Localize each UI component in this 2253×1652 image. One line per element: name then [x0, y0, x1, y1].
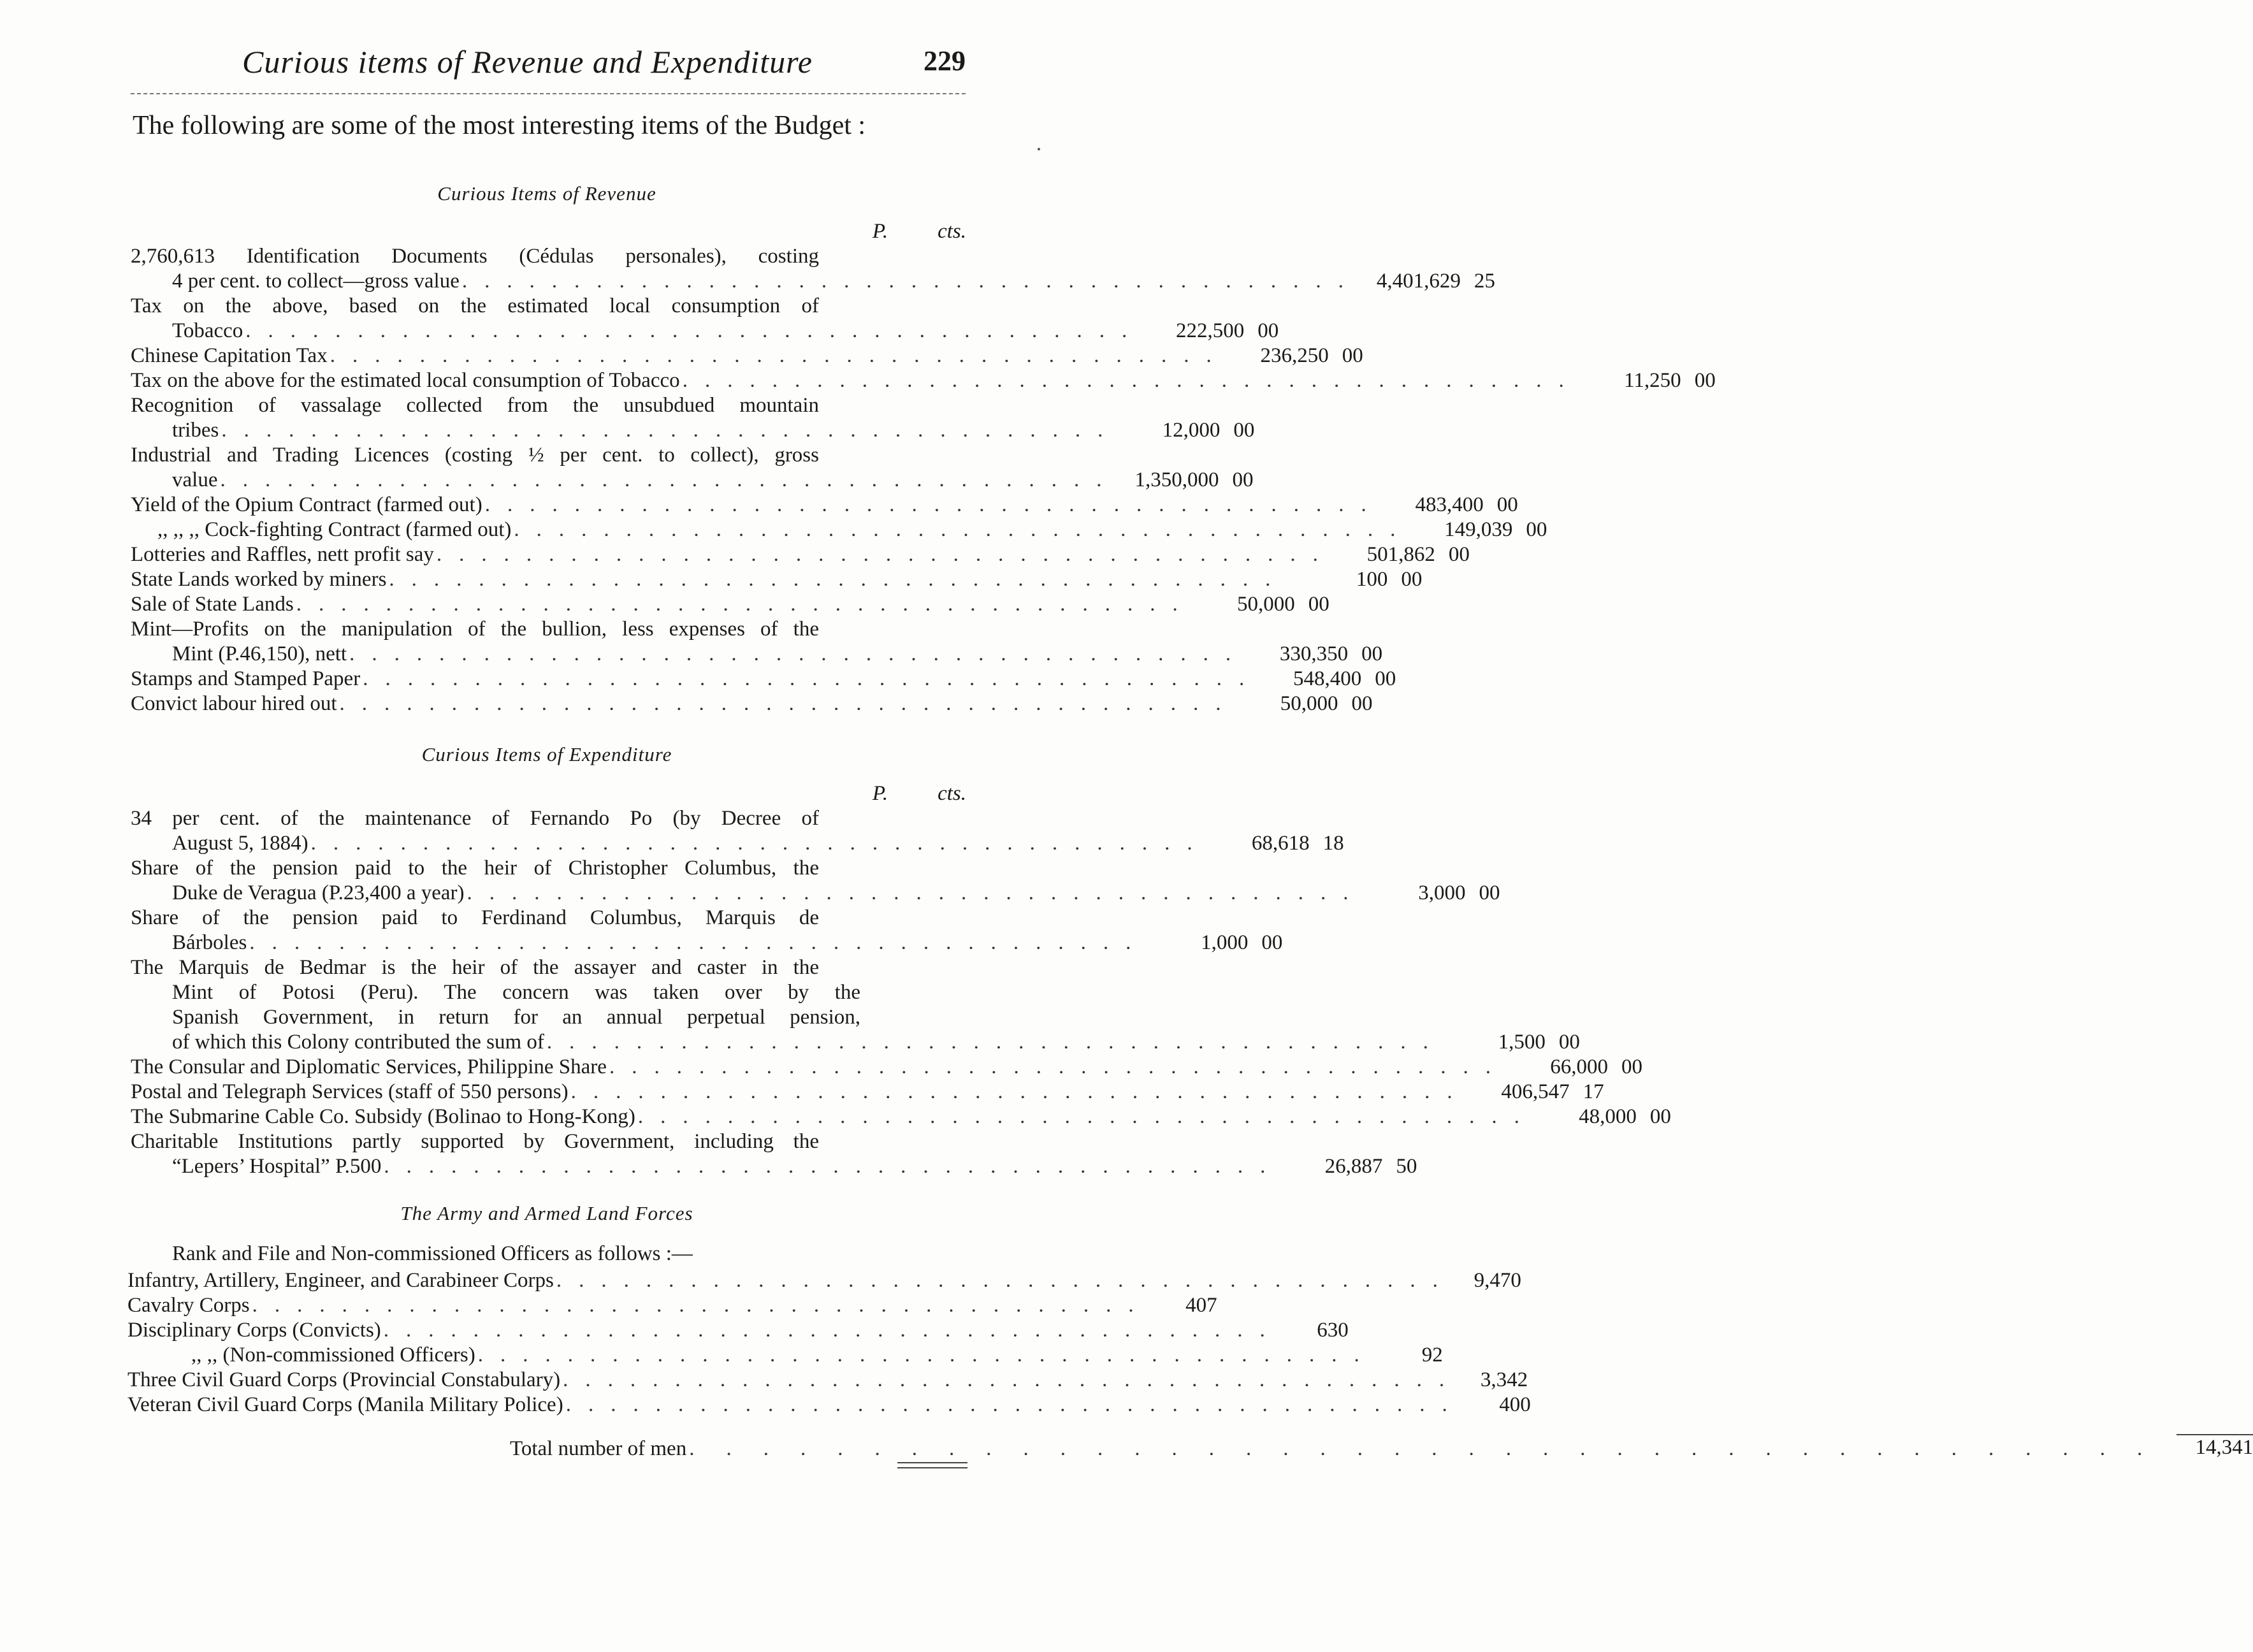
revenue-table	[131, 219, 1716, 716]
army-total-row	[127, 1435, 2253, 1462]
item-text: “Lepers’ Hospital” P.500	[172, 1155, 382, 1178]
item-text: Duke de Veragua (P.23,400 a year)	[172, 881, 465, 904]
dot-leader: ........................................	[477, 1344, 1377, 1366]
dot-leader: ........................................	[330, 344, 1229, 367]
item-amount	[1121, 468, 1253, 493]
cents-unit: cts.	[938, 782, 966, 805]
amount-pesos: 66,000	[1550, 1055, 1608, 1078]
item-text: Share of the pension paid to Ferdinand Columbus, Marquis de	[131, 906, 819, 929]
item-text: The Consular and Diplomatic Services, Philippine Share	[131, 1055, 607, 1078]
revenue-item	[131, 393, 1255, 443]
army-unit-label: Veteran Civil Guard Corps (Manila Military Police)	[127, 1393, 563, 1416]
item-text: Postal and Telegraph Services (staff of 550 persons)	[131, 1080, 569, 1103]
item-amount	[1285, 1154, 1417, 1179]
expenditure-item	[131, 806, 1344, 856]
print-speck	[1038, 148, 1040, 150]
item-text: Mint—Profits on the manipulation of the bullion, less expenses of the	[131, 618, 819, 641]
amount-cents: 00	[1308, 593, 1329, 616]
total-label: Total number of men	[510, 1437, 687, 1460]
total-count: 14,341	[2177, 1434, 2253, 1460]
amount-cents: 00	[1342, 344, 1363, 367]
dot-leader: ........................................	[682, 369, 1581, 392]
item-text: Industrial and Trading Licences (costing ½ per cent. to collect), gross	[131, 444, 819, 467]
amount-pesos: 50,000	[1280, 692, 1338, 715]
item-text: Tax on the above for the estimated local consumption of Tobacco	[131, 369, 680, 392]
amount-cents: 00	[1232, 468, 1254, 491]
amount-cents: 00	[1261, 931, 1283, 954]
army-unit-label: Three Civil Guard Corps (Provincial Constabulary)	[127, 1368, 561, 1391]
item-amount	[1510, 1055, 1642, 1080]
expenditure-units-header	[131, 781, 966, 806]
dot-leader: ........................................	[245, 319, 1145, 342]
pesos-unit: P.	[872, 220, 888, 243]
revenue-item	[131, 493, 1518, 518]
revenue-item	[131, 542, 1470, 567]
amount-pesos: 100	[1356, 568, 1388, 591]
expenditure-item	[131, 955, 1580, 1055]
expenditure-title: Curious Items of Expenditure	[421, 743, 672, 765]
revenue-item	[131, 667, 1396, 692]
item-amount	[1150, 931, 1282, 955]
dot-leader: ........................................	[556, 1269, 1455, 1292]
amount-cents: 00	[1401, 568, 1423, 591]
army-unit-count: 630	[1317, 1319, 1349, 1342]
amount-cents: 00	[1375, 667, 1396, 690]
revenue-item	[131, 592, 1329, 617]
item-text: Mint (P.46,150), nett	[172, 642, 347, 665]
dot-leader: ........................................	[339, 692, 1238, 715]
revenue-item	[131, 518, 1547, 542]
dot-leader: ........................................	[563, 1368, 1462, 1391]
amount-pesos: 1,000	[1201, 931, 1249, 954]
total-double-rule	[897, 1462, 967, 1468]
item-text: Lotteries and Raffles, nett profit say	[131, 543, 434, 566]
revenue-item	[131, 617, 1383, 667]
army-row	[127, 1293, 1217, 1318]
item-amount	[1231, 344, 1363, 368]
running-header	[131, 38, 966, 89]
amount-pesos: 548,400	[1293, 667, 1362, 690]
item-amount	[1250, 642, 1382, 667]
item-text: Spanish Government, in return for an annual perpetual pension,	[172, 1006, 860, 1029]
dot-leader: ........................................	[363, 667, 1262, 690]
item-text: The Marquis de Bedmar is the heir of the assayer and caster in the	[131, 956, 819, 979]
item-amount	[1147, 319, 1279, 344]
pesos-unit: P.	[872, 782, 888, 805]
item-text: Bárboles	[172, 931, 247, 954]
revenue-item	[131, 368, 1716, 393]
item-text: Yield of the Opium Contract (farmed out)	[131, 493, 482, 516]
dot-leader: ........................................	[249, 931, 1148, 954]
amount-cents: 00	[1257, 319, 1279, 342]
revenue-item	[131, 244, 1495, 294]
dot-leader: ........................................	[384, 1155, 1283, 1178]
item-amount	[1368, 881, 1500, 906]
army-unit-count: 407	[1185, 1294, 1217, 1317]
revenue-title: Curious Items of Revenue	[437, 182, 656, 205]
item-amount	[1122, 418, 1254, 443]
expenditure-item	[131, 856, 1500, 906]
army-title: The Army and Armed Land Forces	[400, 1202, 693, 1224]
dot-leader: ........................................	[220, 468, 1119, 491]
amount-pesos: 222,500	[1176, 319, 1245, 342]
amount-pesos: 68,618	[1251, 832, 1310, 855]
dot-leader: ........................................	[484, 493, 1384, 516]
header-rule	[131, 93, 966, 94]
dot-leader: ........................................	[609, 1055, 1508, 1078]
revenue-item	[131, 443, 1254, 493]
dot-leader: ........................................	[570, 1080, 1470, 1103]
amount-cents: 25	[1474, 270, 1495, 293]
amount-pesos: 483,400	[1415, 493, 1484, 516]
amount-cents: 00	[1649, 1105, 1671, 1128]
dot-leader: ........................................	[296, 593, 1195, 616]
dot-leader: ........................................	[349, 642, 1249, 665]
amount-cents: 50	[1396, 1155, 1417, 1178]
item-amount	[1198, 592, 1329, 617]
amount-cents: 00	[1361, 642, 1383, 665]
dot-leader: ........................................	[310, 832, 1210, 855]
item-amount	[1363, 269, 1495, 294]
army-row	[127, 1318, 1349, 1343]
item-amount	[1386, 493, 1518, 518]
item-text: Charitable Institutions partly supported by Government, including the	[131, 1130, 819, 1153]
amount-pesos: 4,401,629	[1376, 270, 1461, 293]
army-row	[127, 1343, 1443, 1368]
item-text: August 5, 1884)	[172, 832, 308, 855]
item-amount	[1584, 368, 1716, 393]
amount-cents: 17	[1583, 1080, 1604, 1103]
item-text: Convict labour hired out	[131, 692, 337, 715]
amount-cents: 00	[1621, 1055, 1642, 1078]
amount-cents: 00	[1496, 493, 1518, 516]
expenditure-table	[131, 781, 1671, 1179]
item-text: Tobacco	[172, 319, 243, 342]
army-unit-label: Cavalry Corps	[127, 1294, 250, 1317]
item-amount	[1539, 1105, 1671, 1129]
dot-leader: ........................................	[546, 1031, 1445, 1054]
revenue-item	[131, 692, 1373, 716]
amount-pesos: 11,250	[1624, 369, 1681, 392]
army-unit-label: ,, ,, (Non-commissioned Officers)	[191, 1344, 475, 1366]
amount-cents: 00	[1351, 692, 1373, 715]
item-amount	[1338, 542, 1470, 567]
revenue-item	[131, 567, 1423, 592]
amount-pesos: 501,862	[1366, 543, 1435, 566]
item-text: Mint of Potosi (Peru). The concern was taken over by the	[172, 981, 860, 1004]
item-text: ,, ,, ,, Cock-fighting Contract (farmed out)	[157, 518, 512, 541]
item-amount	[1290, 567, 1422, 592]
amount-cents: 00	[1694, 369, 1716, 392]
item-amount	[1472, 1080, 1604, 1105]
item-text: value	[172, 468, 218, 491]
running-title: Curious items of Revenue and Expenditure	[242, 44, 813, 80]
revenue-item	[131, 344, 1363, 368]
dot-leader: ........................................	[461, 270, 1361, 293]
cents-unit: cts.	[938, 220, 966, 243]
amount-pesos: 236,250	[1260, 344, 1329, 367]
amount-pesos: 12,000	[1162, 419, 1221, 442]
amount-pesos: 1,350,000	[1134, 468, 1219, 491]
revenue-units-header	[131, 219, 966, 244]
dot-leader: ........................................	[383, 1319, 1282, 1342]
dot-leader: ........................................	[389, 568, 1288, 591]
page-number: 229	[924, 45, 966, 76]
amount-cents: 00	[1448, 543, 1470, 566]
amount-cents: 00	[1233, 419, 1255, 442]
item-text: 34 per cent. of the maintenance of Fernando Po (by Decree of	[131, 807, 819, 830]
dot-leader: ........................................	[514, 518, 1413, 541]
army-unit-count: 92	[1421, 1344, 1443, 1366]
item-text: 2,760,613 Identification Documents (Cédulas personales), costing	[131, 245, 819, 268]
amount-cents: 00	[1526, 518, 1547, 541]
item-text: Recognition of vassalage collected from the unsubdued mountain	[131, 394, 819, 417]
army-unit-label: Disciplinary Corps (Convicts)	[127, 1319, 381, 1342]
item-text: Share of the pension paid to the heir of Christopher Columbus, the	[131, 857, 819, 880]
item-text: Sale of State Lands	[131, 593, 294, 616]
item-text: of which this Colony contributed the sum of	[172, 1031, 544, 1054]
expenditure-item	[131, 1055, 1642, 1080]
revenue-item	[131, 294, 1279, 344]
amount-pesos: 3,000	[1418, 881, 1466, 904]
item-amount	[1415, 518, 1547, 542]
intro-paragraph: The following are some of the most interesting items of the Budget :	[133, 111, 866, 140]
dot-leader: ........................................	[252, 1294, 1151, 1317]
dot-leader: ........................................	[637, 1105, 1537, 1128]
amount-pesos: 330,350	[1279, 642, 1349, 665]
amount-cents: 00	[1479, 881, 1500, 904]
item-text: State Lands worked by miners	[131, 568, 387, 591]
dot-leader: ........................................	[221, 419, 1120, 442]
amount-pesos: 1,500	[1498, 1031, 1546, 1054]
army-row	[127, 1368, 1528, 1393]
amount-cents: 18	[1322, 832, 1344, 855]
expenditure-item	[131, 1129, 1417, 1179]
expenditure-item	[131, 1105, 1671, 1129]
army-table	[127, 1242, 2253, 1462]
amount-pesos: 406,547	[1501, 1080, 1570, 1103]
army-unit-label: Infantry, Artillery, Engineer, and Carabineer Corps	[127, 1269, 554, 1292]
expenditure-item	[131, 906, 1283, 955]
expenditure-item	[131, 1080, 1604, 1105]
army-row	[127, 1393, 1531, 1417]
item-text: Chinese Capitation Tax	[131, 344, 328, 367]
amount-pesos: 26,887	[1324, 1155, 1383, 1178]
dot-leader: ........................................	[689, 1437, 2175, 1460]
item-text: Stamps and Stamped Paper	[131, 667, 361, 690]
army-unit-count: 3,342	[1480, 1368, 1528, 1391]
army-lead-text: Rank and File and Non-commissioned Officers as follows :—	[172, 1242, 693, 1265]
item-amount	[1241, 692, 1373, 716]
amount-pesos: 149,039	[1444, 518, 1513, 541]
dot-leader: ........................................	[436, 543, 1335, 566]
item-text: tribes	[172, 419, 219, 442]
item-amount	[1212, 831, 1344, 856]
item-amount	[1448, 1030, 1580, 1055]
item-text: 4 per cent. to collect—gross value	[172, 270, 460, 293]
amount-cents: 00	[1558, 1031, 1580, 1054]
amount-pesos: 50,000	[1236, 593, 1295, 616]
item-text: Tax on the above, based on the estimated local consumption of	[131, 294, 819, 317]
army-unit-count: 400	[1499, 1393, 1531, 1416]
army-row	[127, 1268, 1521, 1293]
amount-pesos: 48,000	[1579, 1105, 1637, 1128]
army-unit-count: 9,470	[1474, 1269, 1521, 1292]
dot-leader: ........................................	[467, 881, 1366, 904]
item-amount	[1264, 667, 1396, 692]
dot-leader: ........................................	[565, 1393, 1465, 1416]
item-text: The Submarine Cable Co. Subsidy (Bolinao to Hong-Kong)	[131, 1105, 635, 1128]
